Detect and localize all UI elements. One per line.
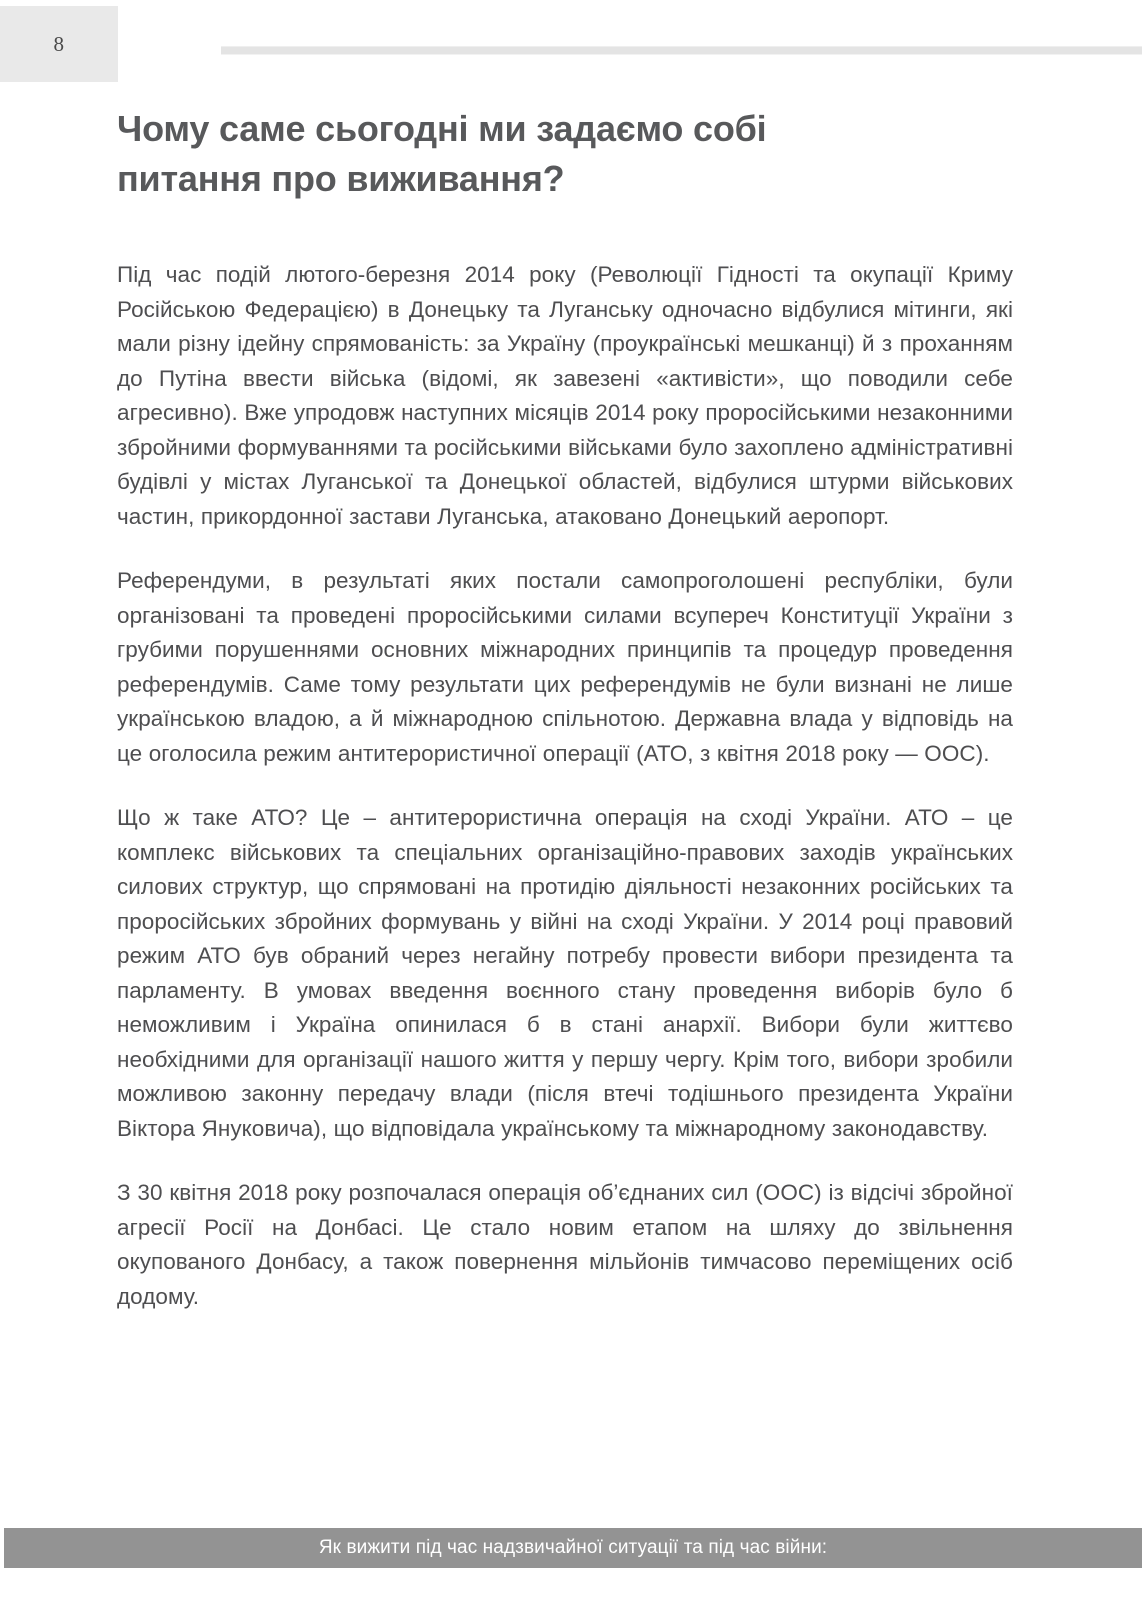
paragraph: Референдуми, в результаті яких постали самопроголошені республіки, були організовані та проведені проросійськими силами всупереч Конституції України з грубими порушеннями основних міжнародних принципів та процедур проведення референдумів. Саме тому результати цих референдумів не були визнані не лише українською владою, а й міжнародною спільнотою. Державна влада у відповідь на це оголосила режим антитерористичної операції (АТО, з квітня 2018 року — ООС). [117, 568, 1013, 766]
paragraph: Що ж таке АТО? Це – антитерористична операція на сході України. АТО – це комплекс військових та спеціальних організаційно-правових заходів українських силових структур, що спрямовані на протидію діяльності незаконних російських та проросійських збройних формувань у війні на сході України. У 2014 році правовий режим АТО був обраний через негайну потребу провести вибори президента та парламенту. В умовах введення воєнного стану проведення виборів було б неможливим і Україна опинилася б в стані анархії. Вибори були життєво необхідними для організації нашого життя у першу чергу. Крім того, вибори зробили можливою законну передачу влади (після втечі тодішнього президента України Віктора Януковича), що відповідала українському та міжнародному законодавству. [117, 805, 1013, 1141]
paragraph: З 30 квітня 2018 року розпочалася операція об’єднаних сил (ООС) із відсічі збройної агресії Росії на Донбасі. Це стало новим етапом на шляху до звільнення окупованого Донбасу, а також повернення мільйонів тимчасово переміщених осіб додому. [117, 1180, 1013, 1309]
page-title: Чому саме сьогодні ми задаємо собі питання про виживання? [117, 108, 767, 199]
page-content [117, 104, 1013, 1314]
page-footer [4, 1528, 1142, 1568]
page-header [0, 0, 1142, 95]
page-number: 8 [53, 31, 65, 56]
body-copy [117, 258, 1013, 1314]
footer-title: Як вижити під час надзвичайної ситуації та під час війни: [318, 1537, 828, 1558]
page-number-box [0, 6, 118, 82]
header-rule-divider [221, 46, 1142, 55]
paragraph: Під час подій лютого-березня 2014 року (Революції Гідності та окупації Криму Російською Федерацією) в Донецьку та Луганську одночасно відбулися мітинги, які мали різну ідейну спрямованість: за Україну (проукраїнські мешканці) й з проханням до Путіна ввести війська (відомі, як завезені «активісти», що поводили себе агресивно). Вже упродовж наступних місяців 2014 року проросійськими незаконними збройними формуваннями та російськими військами було захоплено адміністративні будівлі у містах Луганської та Донецької областей, відбулися штурми військових частин, прикордонної застави Луганська, атаковано Донецький аеропорт. [117, 262, 1013, 529]
